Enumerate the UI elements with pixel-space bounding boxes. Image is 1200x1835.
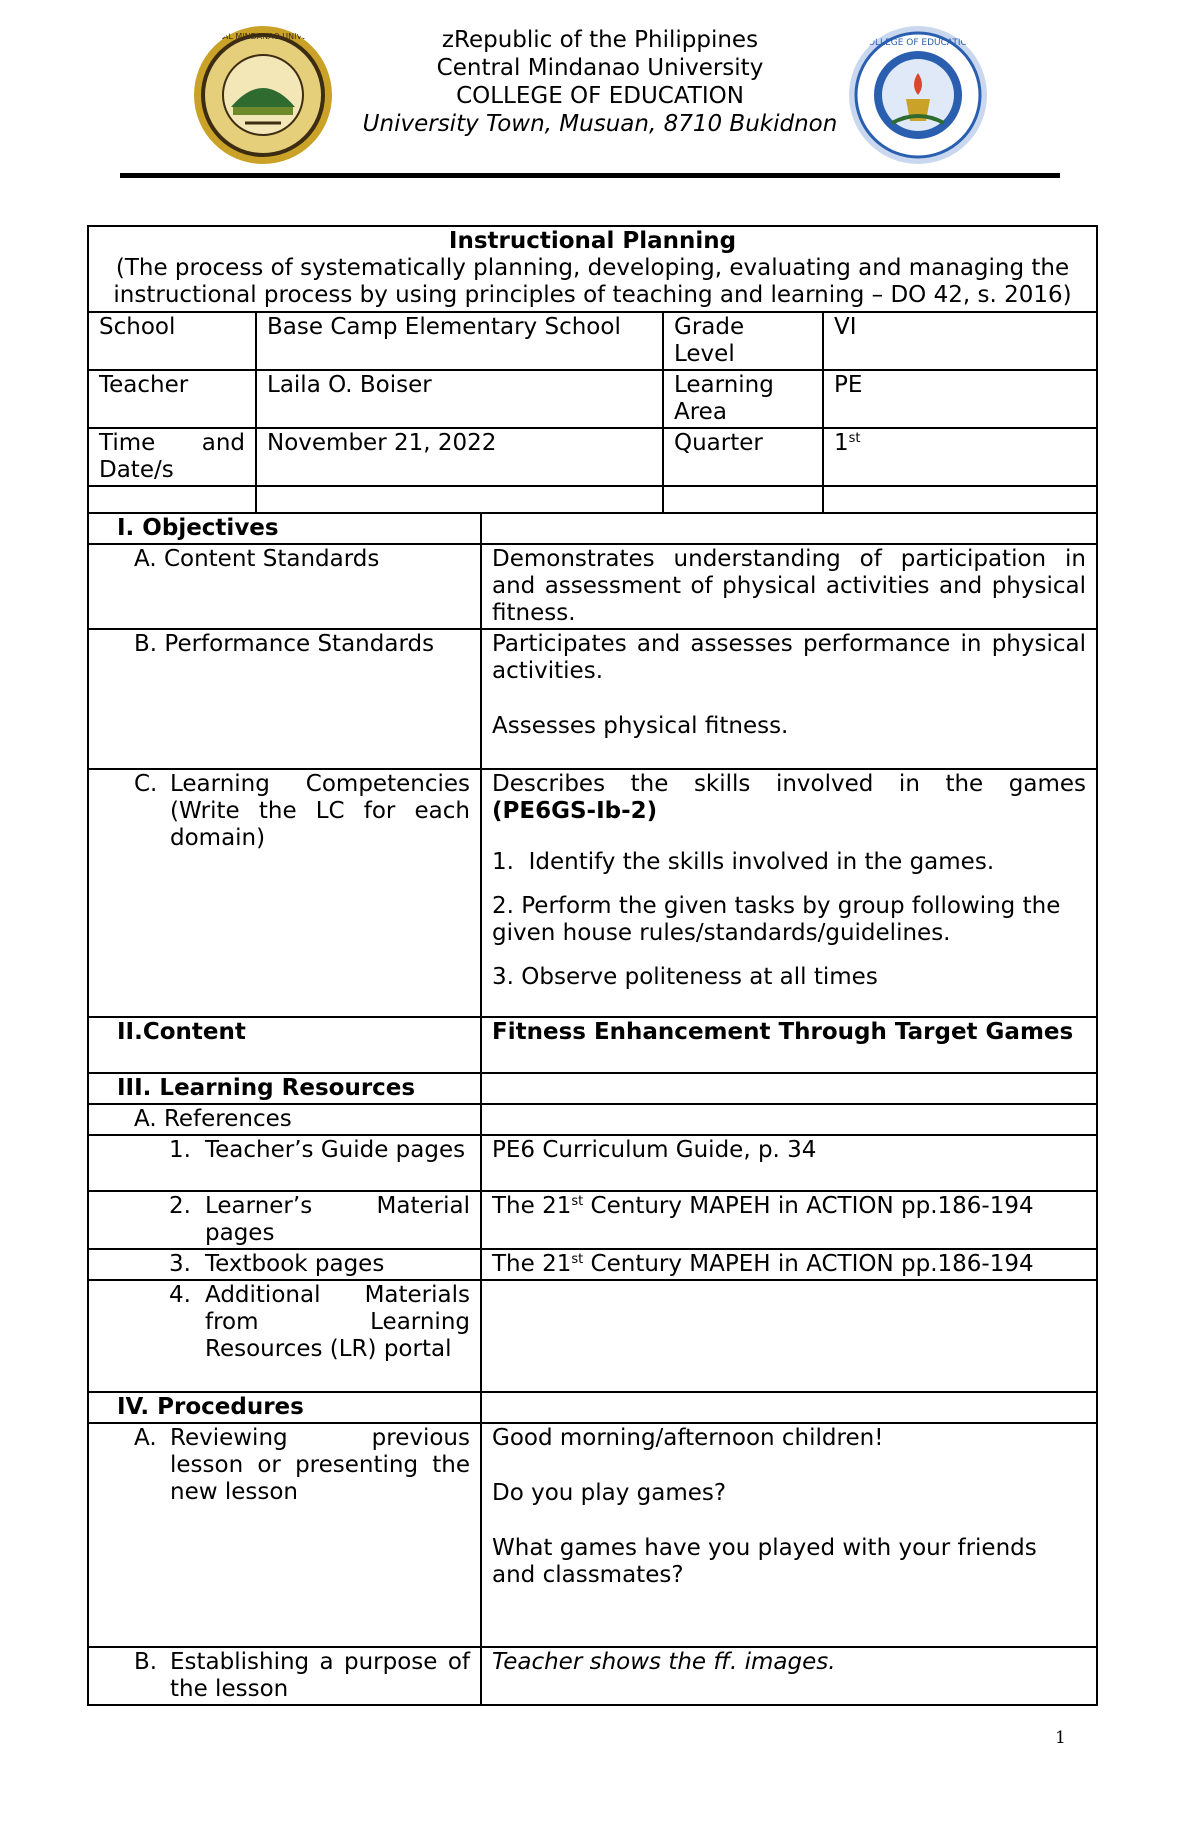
- learners-material-row: [88, 1191, 1097, 1249]
- additional-materials-row: [88, 1280, 1097, 1392]
- objective-3: 3. Observe politeness at all times: [492, 964, 878, 990]
- letterhead-address: University Town, Musuan, 8710 Bukidnon: [362, 111, 838, 137]
- page-number: 1: [1055, 1728, 1066, 1748]
- reviewing-lesson-row: [88, 1423, 1097, 1647]
- procedures-heading: IV. Procedures: [88, 1392, 481, 1423]
- teachers-guide-row: [88, 1135, 1097, 1191]
- learning-competencies-letter: C.: [134, 771, 158, 797]
- quarter-number: 1: [834, 430, 849, 456]
- objective-2: 2. Perform the given tasks by group following the given house rules/standards/guidelines.: [492, 893, 1061, 946]
- additional-materials-number: 4.: [169, 1282, 191, 1308]
- content-standards-row: [88, 544, 1097, 629]
- performance-standards-label: B. Performance Standards: [88, 629, 481, 769]
- seal-left-lettering: CENTRAL MINDANAO UNIVERSITY: [196, 32, 330, 41]
- content-heading: II.Content: [88, 1017, 481, 1073]
- textbook-number: 3.: [169, 1251, 191, 1277]
- plan-title: Instructional Planning: [448, 228, 737, 254]
- letterhead: [330, 26, 870, 138]
- objective-1: Identify the skills involved in the games.: [528, 849, 995, 875]
- time-row: [88, 428, 1097, 486]
- performance-standards-value-1: Participates and assesses performance in physical activities.: [492, 631, 1086, 684]
- performance-standards-value-2: Assesses physical fitness.: [492, 713, 789, 739]
- school-value: Base Camp Elementary School: [256, 312, 663, 370]
- title-row: [88, 226, 1097, 312]
- establishing-label: Establishing a purpose of the lesson: [170, 1649, 470, 1702]
- procedures-heading-row: [88, 1392, 1097, 1423]
- teachers-guide-number: 1.: [169, 1137, 191, 1163]
- resources-heading-row: [88, 1073, 1097, 1104]
- greeting-line: Good morning/afternoon children!: [492, 1425, 884, 1451]
- textbook-label: Textbook pages: [205, 1251, 385, 1277]
- letterhead-line-2: Central Mindanao University: [436, 55, 764, 81]
- grade-label: Grade Level: [663, 312, 823, 370]
- content-standards-value: Demonstrates understanding of participation in and assessment of physical activities and physical fitness.: [481, 544, 1097, 629]
- seal-right-lettering: COLLEGE OF EDUCATION: [861, 38, 975, 48]
- teacher-value: Laila O. Boiser: [256, 370, 663, 428]
- teachers-guide-value: PE6 Curriculum Guide, p. 34: [481, 1135, 1097, 1191]
- resources-heading: III. Learning Resources: [88, 1073, 481, 1104]
- objective-1-number: 1.: [492, 849, 514, 875]
- time-label-text: Time and Date/s: [99, 430, 245, 483]
- university-seal-logo: [193, 25, 333, 165]
- letterhead-line-1: zRepublic of the Philippines: [441, 27, 759, 53]
- content-value: Fitness Enhancement Through Target Games: [481, 1017, 1097, 1073]
- time-value: November 21, 2022: [256, 428, 663, 486]
- area-value: PE: [823, 370, 1097, 428]
- teacher-row: [88, 370, 1097, 428]
- textbook-row: [88, 1249, 1097, 1280]
- quarter-label: Quarter: [663, 428, 823, 486]
- grade-value: VI: [823, 312, 1097, 370]
- additional-materials-label: Additional Materials from Learning Resources (LR) portal: [205, 1282, 470, 1362]
- competency-code: (PE6GS-Ib-2): [492, 798, 658, 824]
- instructional-plan-table: [87, 225, 1098, 1706]
- learning-competencies-label: Learning Competencies (Write the LC for each domain): [170, 771, 470, 851]
- learners-material-number: 2.: [169, 1193, 191, 1219]
- time-label: [88, 428, 256, 486]
- teachers-guide-label: Teacher’s Guide pages: [205, 1137, 466, 1163]
- additional-materials-value: [481, 1280, 1097, 1392]
- content-row: [88, 1017, 1097, 1073]
- teacher-label: Teacher: [88, 370, 256, 428]
- establishing-value: Teacher shows the ff. images.: [481, 1647, 1097, 1705]
- blank-row: [88, 486, 1097, 513]
- competency-description: Describes the skills involved in the games: [492, 771, 1086, 797]
- objectives-heading: I. Objectives: [88, 513, 481, 544]
- content-standards-label: A. Content Standards: [88, 544, 481, 629]
- letterhead-line-3: COLLEGE OF EDUCATION: [456, 83, 744, 109]
- quarter-suffix: st: [848, 431, 861, 446]
- performance-standards-row: [88, 629, 1097, 769]
- question-line-2: What games have you played with your friends and classmates?: [492, 1535, 1037, 1588]
- header-divider: [120, 173, 1060, 178]
- learning-competencies-row: [88, 769, 1097, 1017]
- reviewing-letter: A.: [134, 1425, 157, 1451]
- area-label: Learning Area: [663, 370, 823, 428]
- plan-subtitle: (The process of systematically planning, developing, evaluating and managing the instructional process by using principles of teaching and learning – DO 42, s. 2016): [113, 255, 1072, 308]
- school-row: [88, 312, 1097, 370]
- objectives-heading-row: [88, 513, 1097, 544]
- learners-material-label: Learner’s Material pages: [205, 1193, 470, 1246]
- references-label: A. References: [88, 1104, 481, 1135]
- establishing-purpose-row: [88, 1647, 1097, 1705]
- reviewing-label: Reviewing previous lesson or presenting the new lesson: [170, 1425, 470, 1505]
- textbook-value: The 21st Century MAPEH in ACTION pp.186-194: [481, 1249, 1097, 1280]
- quarter-value: [823, 428, 1097, 486]
- establishing-letter: B.: [134, 1649, 158, 1675]
- question-line-1: Do you play games?: [492, 1480, 727, 1506]
- learners-material-value: The 21st Century MAPEH in ACTION pp.186-194: [481, 1191, 1097, 1249]
- school-label: School: [88, 312, 256, 370]
- references-row: [88, 1104, 1097, 1135]
